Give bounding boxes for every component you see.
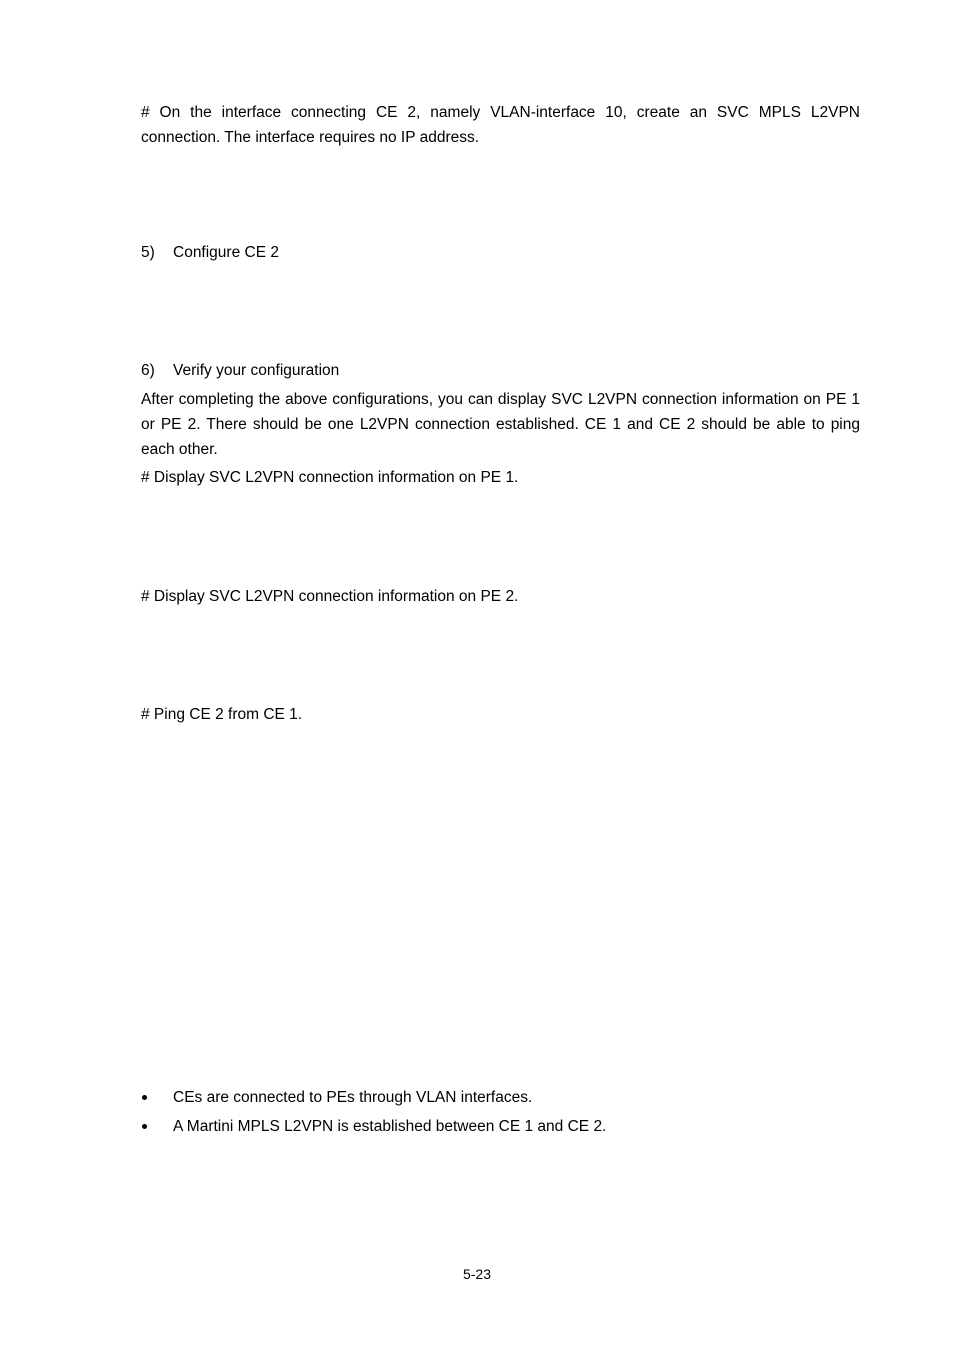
bullet-text: A Martini MPLS L2VPN is established between CE 1 and CE 2. (173, 1118, 607, 1135)
paragraph-verify-description: After completing the above configurations, you can display SVC L2VPN connection information on PE 1 or PE 2. There should be one L2VPN connection established. CE 1 and CE 2 should be able to ping each other. (141, 391, 860, 458)
step-5-text: Configure CE 2 (173, 244, 279, 261)
step-6 (141, 358, 860, 383)
page-number: 5-23 (462, 1266, 492, 1282)
step-6-text: Verify your configuration (173, 362, 340, 379)
paragraph-ping-ce2: # Ping CE 2 from CE 1. (141, 706, 303, 723)
bullet-dot-icon (142, 1095, 147, 1100)
paragraph-interface-config: # On the interface connecting CE 2, namely VLAN-interface 10, create an SVC MPLS L2VPN connection. The interface requires no IP address. (141, 104, 860, 146)
paragraph-display-pe2: # Display SVC L2VPN connection information on PE 2. (141, 588, 519, 605)
bullet-text: CEs are connected to PEs through VLAN interfaces. (173, 1089, 533, 1106)
paragraph-display-pe1: # Display SVC L2VPN connection information on PE 1. (141, 469, 519, 486)
step-6-number: 6) (141, 362, 155, 379)
bullet-dot-icon (142, 1124, 147, 1129)
step-5 (141, 240, 860, 265)
step-5-number: 5) (141, 244, 155, 261)
